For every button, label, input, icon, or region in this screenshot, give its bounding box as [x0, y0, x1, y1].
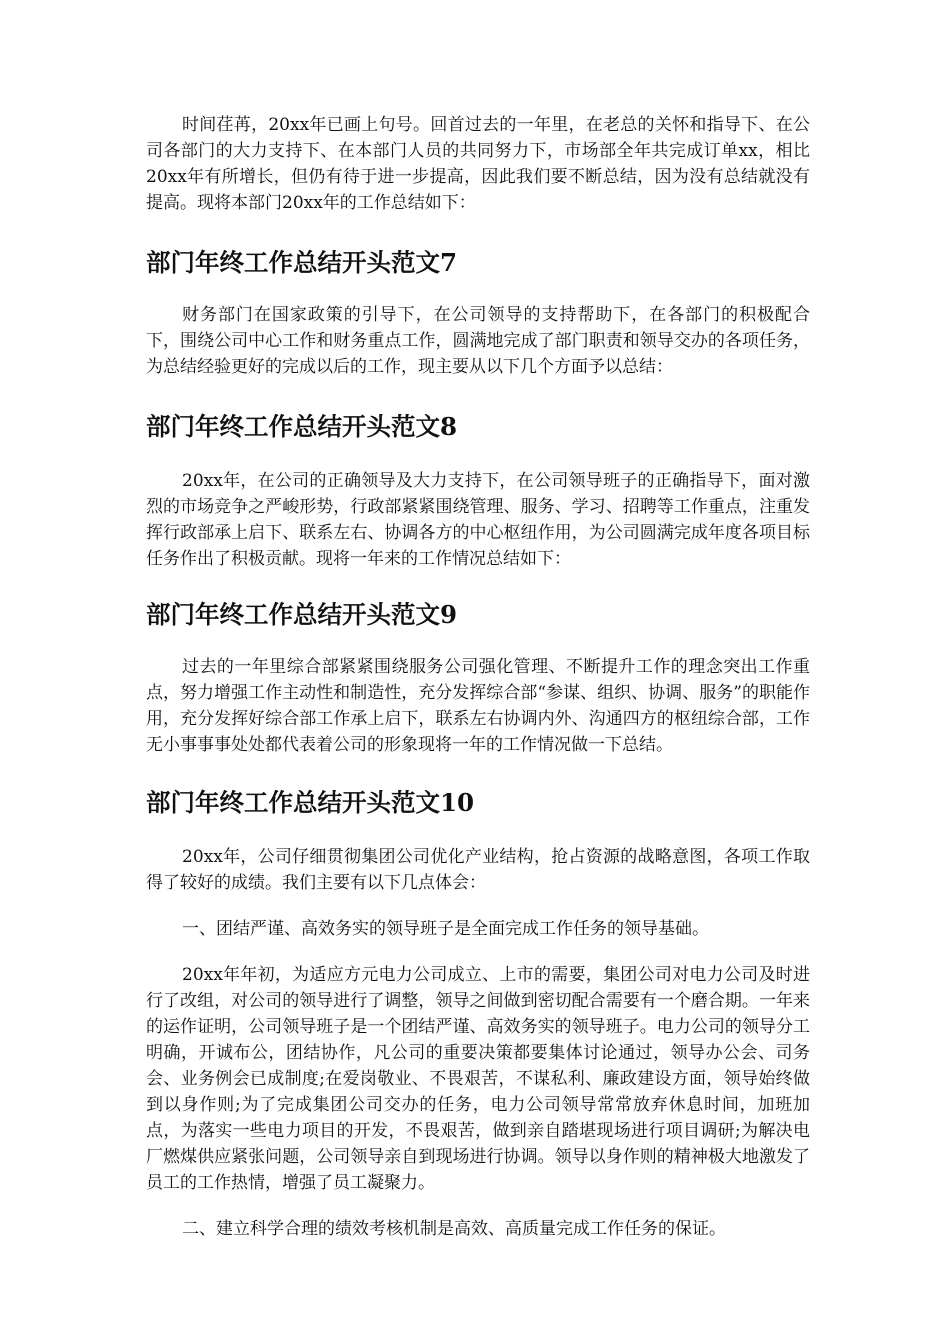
- section-10-paragraph-intro: 20xx年，公司仔细贯彻集团公司优化产业结构，抢占资源的战略意图，各项工作取得了较好的成绩。我们主要有以下几点体会：: [146, 847, 810, 893]
- section-heading-10: 部门年终工作总结开头范文10: [146, 788, 475, 817]
- section-7-paragraph: 财务部门在国家政策的引导下，在公司领导的支持帮助下，在各部门的积极配合下，围绕公司中心工作和财务重点工作，圆满地完成了部门职责和领导交办的各项任务，为总结经验更好的完成以后的工作，现主要从以下几个方面予以总结：: [146, 305, 810, 377]
- section-10-point-2: 二、建立科学合理的绩效考核机制是高效、高质量完成工作任务的保证。: [182, 1219, 726, 1239]
- section-heading-7: 部门年终工作总结开头范文7: [146, 248, 458, 277]
- intro-paragraph: 时间荏苒，20xx年已画上句号。回首过去的一年里，在老总的关怀和指导下、在公司各部门的大力支持下、在本部门人员的共同努力下，市场部全年共完成订单xx，相比20xx年有所增长，但仍有待于进一步提高，因此我们要不断总结，因为没有总结就没有提高。现将本部门20xx年的工作总结如下：: [146, 115, 810, 213]
- section-10-paragraph-detail: 20xx年年初，为适应方元电力公司成立、上市的需要，集团公司对电力公司及时进行了改组，对公司的领导进行了调整，领导之间做到密切配合需要有一个磨合期。一年来的运作证明，公司领导班子是一个团结严谨、高效务实的领导班子。电力公司的领导分工明确，开诚布公，团结协作，凡公司的重要决策都要集体讨论通过，领导办公会、司务会、业务例会已成制度;在爱岗敬业、不畏艰苦，不谋私利、廉政建设方面，领导始终做到以身作则;为了完成集团公司交办的任务，电力公司领导常常放弃休息时间，加班加点，为落实一些电力项目的开发，不畏艰苦，做到亲自踏堪现场进行项目调研;为解决电厂燃煤供应紧张问题，公司领导亲自到现场进行协调。领导以身作则的精神极大地激发了员工的工作热情，增强了员工凝聚力。: [146, 965, 810, 1193]
- section-10-point-1: 一、团结严谨、高效务实的领导班子是全面完成工作任务的领导基础。: [182, 919, 709, 939]
- section-heading-8: 部门年终工作总结开头范文8: [146, 412, 458, 441]
- section-9-paragraph: 过去的一年里综合部紧紧围绕服务公司强化管理、不断提升工作的理念突出工作重点，努力增强工作主动性和制造性，充分发挥综合部“参谋、组织、协调、服务”的职能作用，充分发挥好综合部工作承上启下，联系左右协调内外、沟通四方的枢纽综合部，工作无小事事事处处都代表着公司的形象现将一年的工作情况做一下总结。: [146, 657, 810, 755]
- document-page: [146, 112, 810, 1242]
- section-heading-9: 部门年终工作总结开头范文9: [146, 600, 458, 629]
- section-8-paragraph: 20xx年，在公司的正确领导及大力支持下，在公司领导班子的正确指导下，面对激烈的市场竞争之严峻形势，行政部紧紧围绕管理、服务、学习、招聘等工作重点，注重发挥行政部承上启下、联系左右、协调各方的中心枢纽作用，为公司圆满完成年度各项目标任务作出了积极贡献。现将一年来的工作情况总结如下：: [146, 471, 810, 569]
